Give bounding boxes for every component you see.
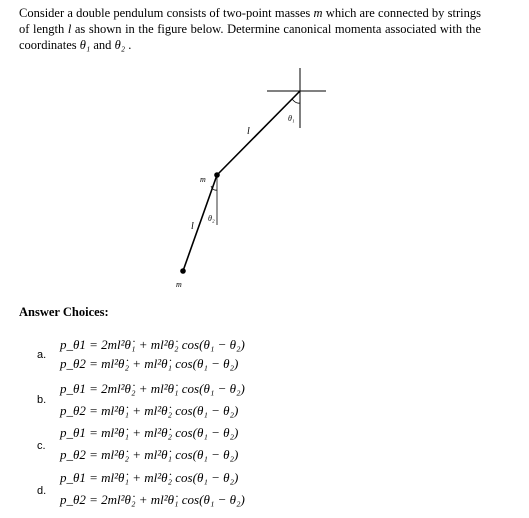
question-text: Consider a double pendulum consists of two-point masses m which are connected by strings of length l as shown in the figure below. Determine canonical momenta associated with the coordinates θ₁ and θ₂ . — [19, 6, 481, 52]
choice-a-eq1: p_θ1 = 2ml²θ̇₁ + ml²θ̇₂ cos(θ₁ − θ₂) — [60, 337, 245, 352]
choice-b-eq2: p_θ2 = ml²θ̇₁ + ml²θ̇₂ cos(θ₁ − θ₂) — [60, 403, 239, 418]
lower-length-label: l — [191, 221, 194, 232]
theta1-arc — [292, 99, 300, 103]
choice-label-d[interactable]: d. — [37, 485, 47, 497]
choice-label-c[interactable]: c. — [37, 440, 46, 452]
theta2-label: θ₂ — [208, 214, 215, 223]
choice-label-a[interactable]: a. — [37, 349, 47, 361]
upper-length-label: l — [247, 126, 250, 137]
lower-mass-label: m — [176, 280, 182, 289]
choice-a-eq2: p_θ2 = ml²θ̇₂ + ml²θ̇₁ cos(θ₁ − θ₂) — [60, 356, 239, 371]
lower-mass — [180, 268, 186, 274]
choice-label-b[interactable]: b. — [37, 394, 47, 406]
choice-c-eq1: p_θ1 = ml²θ̇₁ + ml²θ̇₂ cos(θ₁ − θ₂) — [60, 425, 239, 440]
choice-d-eq1: p_θ1 = ml²θ̇₁ + ml²θ̇₂ cos(θ₁ − θ₂) — [60, 470, 239, 485]
lower-string — [183, 175, 217, 271]
theta1-label: θ₁ — [288, 114, 295, 123]
upper-string — [217, 91, 300, 175]
choice-d-eq2: p_θ2 = 2ml²θ̇₂ + ml²θ̇₁ cos(θ₁ − θ₂) — [60, 492, 245, 507]
choice-c-eq2: p_θ2 = ml²θ̇₂ + ml²θ̇₁ cos(θ₁ − θ₂) — [60, 447, 239, 462]
choice-b-eq1: p_θ1 = 2ml²θ̇₂ + ml²θ̇₁ cos(θ₁ − θ₂) — [60, 381, 245, 396]
upper-mass-label: m — [200, 175, 206, 184]
answer-choices-title: Answer Choices: — [19, 305, 109, 319]
